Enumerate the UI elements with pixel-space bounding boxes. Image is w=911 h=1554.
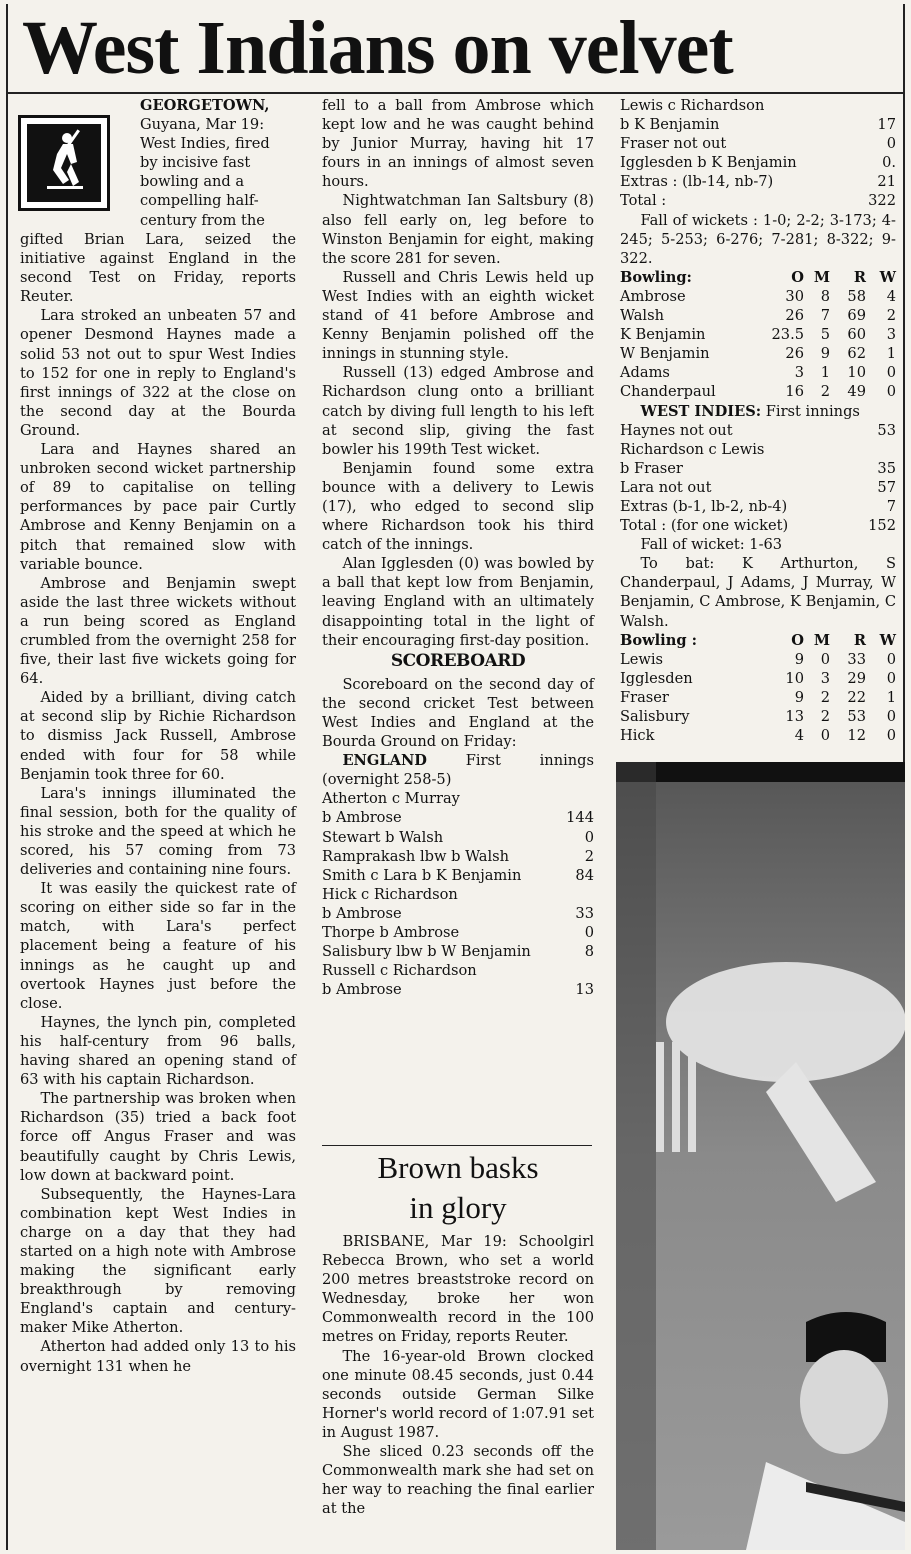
batsman-entry: Lewis c Richardson [620,97,765,114]
dateline-line: bowling and a [140,173,245,191]
batsman-entry: Total : (for one wicket) [620,517,789,535]
batsman-entry: Total : [620,192,667,210]
bowling-header-cell: R [853,631,866,649]
batsman-entry: Richardson c Lewis [620,440,765,458]
england-innings-heading [322,751,594,789]
bowling-row [620,669,896,688]
batting-row [620,516,896,535]
bowling-cell: 2 [886,307,896,325]
lead-dateline [140,96,296,230]
innings-label: First innings (overnight 258-5) [322,752,594,789]
bowling-header-cell: M [813,631,830,649]
fall-of-wickets: Fall of wicket: 1-63 [640,536,783,554]
batsman-entry: Stewart b Walsh [322,828,444,846]
bowling-cell: 3 [886,326,896,344]
body-paragraph: Atherton had added only 13 to his overnight 131 when he [20,1338,296,1375]
bowling-cell: Fraser [620,688,669,706]
runs-value: 8 [584,943,594,961]
body-paragraph: Ambrose and Benjamin swept aside the last three wickets without a run being scored as England crumbled from the overnight 258 for five, their last five wickets going for 64. [20,574,296,688]
body-paragraph: Alan Igglesden (0) was bowled by a ball that kept low from Benjamin, leaving England with an ultimately disappointing total in the light of their encouraging first-day position. [322,555,594,649]
batting-row [322,828,594,847]
headline: West Indians on velvet [22,6,733,90]
runs-value: 7 [886,497,896,515]
article-column-2 [322,96,594,999]
body-paragraph: It was easily the quickest rate of scoring on either side so far in the match, with Lara's perfect placement being a feature of his innings as he caught up and overtook Haynes just before the close. [20,880,296,1012]
body-paragraph: BRISBANE, Mar 19: Schoolgirl Rebecca Brown, who set a world 200 metres breaststroke record on Wednesday, broke her won Commonwealth record in the 100 metres on Friday, reports Reuter. [322,1233,594,1346]
body-paragraph: fell to a ball from Ambrose which kept low and he was caught behind by Junior Murray, having hit 17 fours in an innings of almost seven hours. [322,97,594,191]
batsman-entry: b Fraser [620,459,683,477]
runs-value: 35 [877,459,896,477]
bowling-cell: Hick [620,727,655,745]
batting-row [620,134,896,153]
bowling-cell: 53 [847,708,866,725]
batting-row [620,421,896,440]
batting-row [322,904,594,923]
batsman-entry: Hick c Richardson [322,885,458,903]
bowling-cell: 58 [847,287,866,305]
bowling-row [620,707,896,726]
body-paragraph: Lara's innings illuminated the final session, both for the quality of his stroke and the speed at which he scored, his 57 coming from 73 deliveries and containing nine fours. [20,784,296,879]
runs-value: 322 [868,192,896,210]
bowling-cell: 0 [886,383,896,401]
bowling-row [620,306,896,325]
bowling-cell: 4 [886,287,896,305]
bowling-row [620,363,896,382]
body-paragraph: Lara and Haynes shared an unbroken second wicket partnership of 89 to capitalise on telling performances by pace pair Curtly Ambrose and Kenny Benjamin on a pitch that remained slow with variable bounce. [20,441,296,573]
bowling-cell: 26 [785,345,804,363]
bowling-cell: Chanderpaul [620,383,716,401]
bowling-cell: 3 [820,669,830,687]
bowling-header-cell: Bowling : [620,631,698,649]
runs-value: 2 [584,847,594,865]
batsman-entry: b Ambrose [322,809,402,827]
section-rule [322,1145,592,1146]
runs-value: 17 [877,116,896,134]
bowling-row [620,726,896,745]
bowling-cell: Igglesden [620,669,693,687]
bowling-cell: 16 [785,383,804,401]
bowling-row [620,382,896,401]
bowling-header-cell: O [791,631,804,649]
batsman-entry: Ramprakash lbw b Walsh [322,847,510,865]
bowling-header-cell: O [791,268,804,286]
runs-value: 152 [868,517,896,535]
sub-headline [326,1148,590,1228]
batsman-entry: Extras : (lb-14, nb-7) [620,173,774,191]
runs-value: 0 [584,828,594,846]
bowling-cell: 30 [785,287,804,305]
runs-value: 13 [575,981,594,999]
bowling-cell: 3 [794,364,804,382]
batting-row [322,808,594,827]
bowling-cell: 0 [886,727,896,745]
bowling-header-cell: R [853,268,866,286]
team-label: WEST INDIES: [640,402,762,420]
bowling-header-cell: W [879,268,896,286]
bowling-cell: 4 [794,727,804,745]
bowling-cell: 29 [847,669,866,687]
body-paragraph: Russell (13) edged Ambrose and Richardson clung onto a brilliant catch by diving full length to his left at second slip, giving the fast bowler his 199th Test wicket. [322,364,594,458]
bowling-row [620,650,896,669]
body-paragraph: Lara stroked an unbeaten 57 and opener Desmond Haynes made a solid 53 not out to spur West Indies to 152 for one in reply to England's first innings of 322 at the close on the second day at the Bourda Ground. [20,307,296,439]
bowling-cell: 9 [820,345,830,363]
scoreboard-column-3 [620,96,896,745]
body-paragraph: Russell and Chris Lewis held up West Indies with an eighth wicket stand of 41 before Ambrose and Kenny Benjamin polished off the innings in stunning style. [322,268,594,363]
batsman-entry: Fraser not out [620,135,727,153]
dateline-line: by incisive fast [140,154,251,172]
body-paragraph: She sliced 0.23 seconds off the Commonwealth mark she had set on her way to reaching the final earlier at the [322,1443,594,1518]
bowling-cell: 7 [820,307,830,325]
batting-row [322,866,594,885]
bowling-cell: 62 [847,345,866,363]
bowling-row [620,325,896,344]
batting-row [322,961,594,980]
batsman-entry: Atherton c Murray [322,790,460,808]
bowling-cell: 5 [820,326,830,344]
scoreboard-intro: Scoreboard on the second day of the second cricket Test between West Indies and England at the Bourda Ground on Friday: [322,675,594,751]
batsman-entry: Smith c Lara b K Benjamin [322,866,522,884]
bowling-header-row [620,631,896,650]
bowling-header-row [620,268,896,287]
bowling-cell: W Benjamin [620,345,710,363]
bowling-cell: 22 [847,688,866,706]
batsman-entry: Lara not out [620,478,712,496]
bowling-cell: 0 [820,727,830,745]
runs-value: 33 [575,904,594,922]
cricket-photo [616,762,905,1550]
body-paragraph: Subsequently, the Haynes-Lara combination kept West Indies in charge on a day that they had started on a high note with Ambrose making the significant early breakthrough by removing England's captain and century-maker Mike Atherton. [20,1185,296,1337]
bowling-header-cell: W [879,631,896,649]
batting-row [322,923,594,942]
batting-row [322,885,594,904]
runs-value: 0 [584,924,594,942]
batting-row [620,497,896,516]
fall-of-wickets: Fall of wickets : 1-0; 2-2; 3-173; 4-245; 5-253; 6-276; 7-281; 8-322; 9-322. [620,211,896,267]
runs-value: 84 [575,866,594,884]
bowling-cell: 60 [847,326,866,344]
batsman-entry: b Ambrose [322,904,402,922]
runs-value: 57 [877,478,896,496]
bowling-row [620,287,896,306]
runs-value: 21 [877,173,896,191]
batting-row [620,172,896,191]
bowling-cell: 0 [886,364,896,382]
bowling-cell: Walsh [620,307,664,325]
batsman-entry: b Ambrose [322,981,402,999]
bowling-cell: 12 [847,727,866,745]
batting-row [322,980,594,999]
bowling-row [620,344,896,363]
batting-row [322,942,594,961]
batsman-entry: Haynes not out [620,421,733,439]
batting-row [620,96,896,115]
bowling-cell: 10 [785,669,804,687]
lead-paragraph: gifted Brian Lara, seized the initiative against England in the second Test on Friday, reports Reuter. [20,231,296,306]
bowling-cell: Ambrose [620,287,686,305]
innings-label: First innings [765,402,860,420]
batting-row [322,847,594,866]
bowling-cell: 9 [794,688,804,706]
batting-row [322,789,594,808]
bowling-cell: 69 [847,307,866,325]
bowling-cell: 2 [820,383,830,401]
article-column-1 [20,230,296,1376]
sub-headline-line: in glory [409,1190,507,1225]
bowling-cell: Salisbury [620,708,690,725]
bowling-cell: Adams [620,364,670,382]
bowling-cell: 1 [820,364,830,382]
bowling-row [620,688,896,707]
dateline-line: GEORGETOWN, [140,97,270,114]
wi-innings-heading [620,402,896,421]
batsman-entry: Extras (b-1, lb-2, nb-4) [620,497,788,515]
batting-row [620,153,896,172]
bowling-cell: 26 [785,307,804,325]
dateline-line: West Indies, fired [140,135,270,153]
dateline-line: century from the [140,211,265,229]
headline-rule [8,92,903,94]
bowling-header-cell: Bowling: [620,268,692,286]
bowling-cell: 49 [847,383,866,401]
dateline-line: compelling half- [140,192,259,210]
to-bat: To bat: K Arthurton, S Chanderpaul, J Adams, J Murray, W Benjamin, C Ambrose, K Benjamin, C Walsh. [620,555,896,630]
bowling-cell: 9 [794,650,804,668]
body-paragraph: Haynes, the lynch pin, completed his half-century from 96 balls, having shared an opening stand of 63 with his captain Richardson. [20,1013,296,1089]
bowling-cell: Lewis [620,650,663,668]
batsman-entry: b K Benjamin [620,116,720,134]
dateline-line: Guyana, Mar 19: [140,116,265,134]
batsman-entry: Salisbury lbw b W Benjamin [322,943,531,961]
bowling-cell: 0 [886,708,896,725]
bowling-cell: 1 [886,345,896,363]
batting-row [620,478,896,497]
batsman-entry: Thorpe b Ambrose [322,924,460,942]
bowling-cell: K Benjamin [620,326,706,344]
bowling-cell: 13 [785,708,804,725]
bowling-cell: 1 [886,688,896,706]
batsman-entry: Igglesden b K Benjamin [620,154,797,172]
body-paragraph: The partnership was broken when Richardson (35) tried a back foot force off Angus Fraser and was beautifully caught by Chris Lewis, low down at backward point. [20,1090,296,1184]
bowling-cell: 0 [886,669,896,687]
body-paragraph: Aided by a brilliant, diving catch at second slip by Richie Richardson to dismiss Jack Russell, Ambrose ended with four for 58 while Benjamin took three for 60. [20,689,296,783]
runs-value: 0. [882,154,896,172]
runs-value: 144 [566,809,594,827]
body-paragraph: Benjamin found some extra bounce with a delivery to Lewis (17), who edged to second slip where Richardson took his third catch of the innings. [322,459,594,554]
batsman-entry: Russell c Richardson [322,962,477,980]
body-paragraph: The 16-year-old Brown clocked one minute 08.45 seconds, just 0.44 seconds outside German Silke Horner's world record of 1:07.91 set in August 1987. [322,1347,594,1441]
bowling-cell: 2 [820,708,830,725]
runs-value: 53 [877,421,896,439]
batting-row [620,459,896,478]
batting-row [620,115,896,134]
body-paragraph: Nightwatchman Ian Saltsbury (8) also fell early on, leg before to Winston Benjamin for eight, making the score 281 for seven. [322,192,594,267]
bowling-cell: 23.5 [771,326,804,344]
bowling-cell: 0 [886,650,896,668]
bowling-cell: 0 [820,650,830,668]
runs-value: 0 [886,135,896,153]
brown-article [322,1232,594,1518]
bowling-header-cell: M [813,268,830,286]
bowling-cell: 8 [820,287,830,305]
bowling-cell: 10 [847,364,866,382]
batting-row [620,440,896,459]
cricket-logo-icon [18,115,110,211]
scoreboard-heading: SCOREBOARD [390,650,526,671]
bowling-cell: 33 [847,650,866,668]
sub-headline-line: Brown basks [377,1150,539,1185]
bowling-cell: 2 [820,688,830,706]
batting-row [620,191,896,210]
team-label: ENGLAND [342,752,427,770]
